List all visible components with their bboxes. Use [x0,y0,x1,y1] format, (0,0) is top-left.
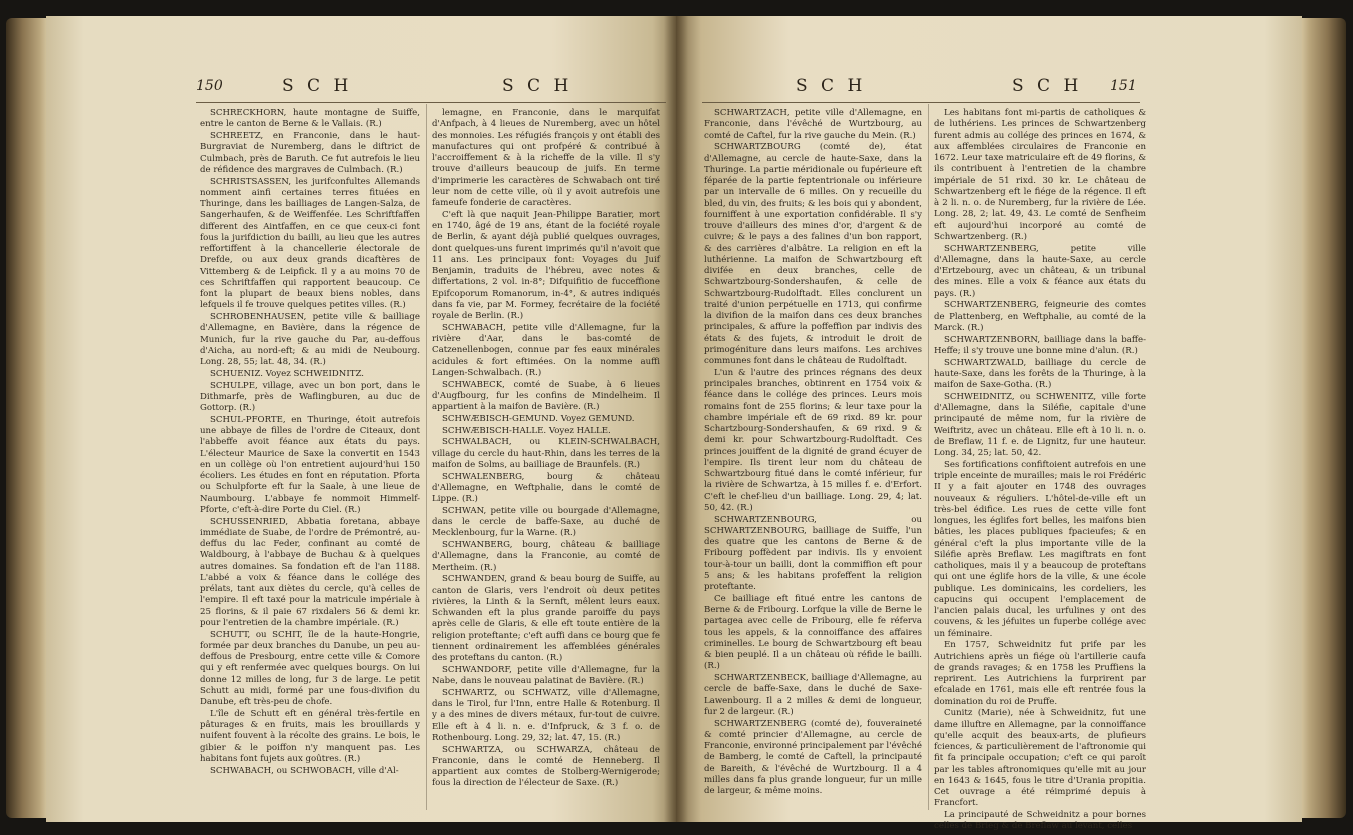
entry-paragraph: SCHWEIDNITZ, ou SCHWENITZ, ville forte d'Allemagne, dans la Siléfie, capitale d'une principauté de même nom, fur la rivière de Weiftritz, avec un château. Elle eft à 10 li. n. o. de Breflaw, 11 f. e. de Lignitz, fur une hauteur. Long. 34, 25; lat. 50, 42. [934,391,1146,458]
header-rule-right [702,102,1140,103]
header-rule-left [196,102,666,103]
entry-paragraph: Cunitz (Marie), née à Schweidnitz, fut une dame illuftre en Allemagne, par la connoiffance qu'elle acquit des beaux-arts, de plufieurs fciences, & particulièrement de l'aftronomie qui fit fa principale occupation; c'eft ce qui paroît par les tables aftronomiques qu'elle mit au jour en 1643 & 1645, fous le titre d'Urania propitia. Cet ouvrage a été réimprimé depuis à Francfort. [934,708,1146,809]
right-column-1 [704,108,922,814]
entry-paragraph: SCHWARTZENBERG, petite ville d'Allemagne, dans la haute-Saxe, au cercle d'Ertzebourg, avec un château, & un tribunal des mines. Elle a voix & féance aux états du pays. (R.) [934,243,1146,299]
entry-paragraph: SCHREETZ, en Franconie, dans le haut-Burgraviat de Nuremberg, dans le diftrict de Culmbach, près de Baruth. Ce fut autrefois le lieu de réfidence des margraves de Culmbach. (R.) [200,131,420,175]
entry-paragraph: SCHWÆBISCH-HALLE. Voyez HALLE. [442,425,611,436]
entry-paragraph: SCHWANBERG, bourg, château & bailliage d'Allemagne, dans la Franconie, au comté de Mertheim. (R.) [432,540,660,573]
right-page-edges [1300,18,1346,818]
entry-paragraph: SCHWARTZA, ou SCHWARZA, château de Franconie, dans le comté de Henneberg. Il appartient aux comtes de Stolberg-Wernigerode; fous la direction de l'électeur de Saxe. (R.) [432,744,660,789]
entry-paragraph: SCHWALBACH, ou KLEIN-SCHWALBACH, village du cercle du haut-Rhin, dans les terres de la maifon de Solms, au bailliage de Braunfels. (R.) [432,437,660,470]
entry-paragraph: L'île de Schutt eft en général très-fertile en pâturages & en fruits, mais les brouillards y nuifent fouvent à la récolte des grains. Le bois, le gibier & le poiffon n'y manquent pas. Les habitans font fujets aux goûtres. (R.) [200,708,420,764]
left-page-edges [6,18,48,818]
entry-paragraph: SCHUENIZ. Voyez SCHWEIDNITZ. [210,368,365,379]
entry-paragraph: SCHRISTSASSEN, les jurifconfultes Allemands nomment ainfi certaines terres fituées en Thuringe, dans les bailliages de Langen-Salza, de Sangerhaufen, & de Weiffenfée. Les Schriftfaffen different des Aintfaffen, en ce que ceux-ci font fous la jurifdiction du bailli, au lieu que les autres reffortiffent à la chancellerie électorale de Drefde, ou aux deux grands dicaftères de Vittemberg & de Leipfick. Il y a au moins 70 de ces Schriftfaffen qui rapportent beaucoup. Ce font la plupart de beaux biens nobles, dans lefquels il fe trouve quelques petites villes. (R.) [200,176,420,311]
entry-paragraph: SCHWARTZACH, petite ville d'Allemagne, en Franconie, dans l'évêché de Wurtzbourg, au comté de Caftel, fur la rive gauche du Mein. (R.) [704,108,922,141]
entry-paragraph: Ce bailliage eft fitué entre les cantons de Berne & de Fribourg. Lorfque la ville de Berne le partagea avec celle de Fribourg, elle fe réferva tous les appels, & la connoiffance des affaires criminelles. Le bourg de Schwartzbourg eft beau & bien peuplé. Il a un château où réfide le bailli. (R.) [704,593,922,672]
running-head-left-2: S C H [502,76,573,96]
entry-paragraph: L'un & l'autre des princes régnans des deux principales branches, obtinrent en 1754 voix & féance dans le collége des princes. Leurs mois romains font de 255 florins; & leur taxe pour la chambre impériale eft de 69 rixd. 89 kr. pour Schartzbourg-Sondershaufen, & 69 rixd. 9 & demi kr. pour Schwartzbourg-Rudolftadt. Ces princes jouiffent de la dignité de grand écuyer de l'empire. Ils tirent leur nom du château de Schwartzbourg fitué dans le comté inférieur, fur la rivière de Schwartza, à 15 milles f. e. d'Erfort. C'eft le chef-lieu d'un bailliage. Long. 29, 4; lat. 50, 42. (R.) [704,367,922,513]
left-column-1 [200,108,420,814]
entry-paragraph: Ses fortifications confiftoient autrefois en une triple enceinte de murailles; mais le roi Frédéric II y a fait ajouter en 1748 des ouvrages nouveaux & réguliers. L'hôtel-de-ville eft un très-bel édifice. Les rues de cette ville font longues, les églifes fort belles, les maifons bien bâties, les places publiques fpacieufes; & en général c'eft la plus importante ville de la Siléfie après Breflaw. Les magiftrats en font catholiques, mais il y a beaucoup de proteftans qui ont une églife hors de la ville, & une école publique. Les dominicains, les cordeliers, les capucins qui occupent l'emplacement de l'ancien palais ducal, les urfulines y ont des couvens, & les jéfuites un fuperbe collége avec un féminaire. [934,459,1146,639]
entry-paragraph: SCHWARTZENBERG, feigneurie des comtes de Plattenberg, en Weftphalie, au comté de la Marck. (R.) [934,300,1146,333]
entry-paragraph: SCHWÆBISCH-GEMUND. Voyez GEMUND. [442,413,635,424]
entry-paragraph: SCHROBENHAUSEN, petite ville & bailliage d'Allemagne, en Bavière, dans la régence de Munich, fur la rive gauche du Par, au-deffous d'Aicha, au nord-eft; & au midi de Neubourg. Long. 28, 55; lat. 48, 34. (R.) [200,312,420,367]
entry-paragraph: SCHWALENBERG, bourg & château d'Allemagne, en Weftphalie, dans le comté de Lippe. (R.) [432,471,660,504]
running-head-right-1: S C H [796,76,867,96]
column-divider-left [426,104,427,810]
book-gutter [664,16,688,822]
column-divider-right [928,104,929,810]
entry-paragraph: SCHWARTZWALD, bailliage du cercle de haute-Saxe, dans les forêts de la Thuringe, à la maifon de Saxe-Gotha. (R.) [934,357,1146,390]
entry-paragraph: La principauté de Schweidnitz a pour bornes celles de Brieg & de Breflaw au levant, celles [934,810,1146,832]
entry-paragraph: SCHWARTZBOURG (comté de), état d'Allemagne, au cercle de haute-Saxe, dans la Thuringe. La partie méridionale ou fupérieure eft féparée de la partie feptentrionale ou inférieure par un intervalle de 6 milles. On y recueille du bled, du vin, des fruits; & les bois qui y abondent, fourniffent à une exportation confidérable. Il s'y trouve d'ailleurs des mines d'or, d'argent & de cuivre; & le pays a des falines d'un bon rapport, & des carrières d'albâtre. La religion en eft la luthérienne. La maifon de Schwartzbourg eft divifée en deux branches, celle de Schwartzbourg-Sondershaufen, & celle de Schwartzbourg-Rudolftadt. Elles conclurent un traité d'union perpétuelle en 1713, qui confirme la divifion de la maifon dans ces deux branches principales, & affure la poffeffion par indivis des états & des fujets, & introduit le droit de primogéniture dans leurs maifons. Les archives communes font dans le château de Rudolftadt. [704,142,922,366]
entry-paragraph: SCHRECKHORN, haute montagne de Suiffe, entre le canton de Berne & le Vallais. (R.) [200,108,420,130]
right-page [676,16,1302,832]
entry-paragraph: SCHWARTZ, ou SCHWATZ, ville d'Allemagne, dans le Tirol, fur l'Inn, entre Halle & Rotenburg. Il y a des mines de divers métaux, fur-tout de cuivre. Elle eft à 4 li. n. e. d'Infpruck, & 3 f. o. de Rothenbourg. Long. 29, 32; lat. 47, 15. (R.) [432,687,660,743]
entry-paragraph: SCHWARTZENBOURG, ou SCHWARTZENBOURG, bailliage de Suiffe, l'un des quatre que les cantons de Berne & de Fribourg poffèdent par indivis. Ils y envoient tour-à-tour un bailli, dont la commiffion eft pour 5 ans; & les habitans profeffent la religion proteftante. [704,514,922,592]
entry-paragraph: SCHWABECK, comté de Suabe, à 6 lieues d'Augfbourg, fur les confins de Mindelheim. Il appartient à la maifon de Bavière. (R.) [432,379,660,412]
entry-paragraph: SCHWANDEN, grand & beau bourg de Suiffe, au canton de Glaris, vers l'endroit où deux petites rivières, la Linth & la Sernft, mêlent leurs eaux. Schwanden eft la plus grande paroiffe du pays après celle de Glaris, & elle eft toute entière de la religion proteftante; c'eft auffi dans ce bourg que fe tiennent ordinairement les affemblées générales des proteftans du canton. (R.) [432,574,660,663]
entry-paragraph: SCHUTT, ou SCHIT, île de la haute-Hongrie, formée par deux branches du Danube, un peu au-deffous de Presbourg, entre cette ville & Comore qui y eft renfermée avec quelques bourgs. On lui donne 12 milles de long, fur 3 de large. Le petit Schutt au midi, formé par une fous-divifion du Danube, eft très-peu de chofe. [200,629,420,707]
left-column-2 [432,108,660,814]
entry-paragraph: SCHUL-PFORTE, en Thuringe, étoit autrefois une abbaye de filles de l'ordre de Citeaux, dont l'abbeffe avoit féance aux états du pays. L'électeur Maurice de Saxe la convertit en 1543 en un collège où l'on entretient aujourd'hui 150 écoliers. Les études en font en réputation. Pforta ou Schulpforte eft fur la Saale, à une lieue de Naumbourg. L'abbaye fe nommoit Himmelf-Pforte, c'eft-à-dire Porte du Ciel. (R.) [200,414,420,515]
entry-paragraph: SCHWABACH, ou SCHWOBACH, ville d'Al- [210,765,399,776]
entry-paragraph: SCHWARTZENBECK, bailliage d'Allemagne, au cercle de baffe-Saxe, dans le duché de Saxe-Lawenbourg. Il a 2 milles & demi de longueur, fur 2 de largeur. (R.) [704,673,922,717]
entry-paragraph: C'eft là que naquit Jean-Philippe Baratier, mort en 1740, âgé de 19 ans, étant de la fociété royale de Berlin, & ayant déjà publié quelques ouvrages, dont quelques-uns furent imprimés qu'il n'avoit que 11 ans. Les principaux font: Voyages du Juif Benjamin, traduits de l'hébreu, avec notes & differtations, 2 vol. in-8°; Difquifitio de fucceffione Epifcoporum Romanorum, in-4°, & autres indiqués dans fa vie, par M. Formey, fecrétaire de la fociété royale de Berlin. (R.) [432,209,660,321]
entry-paragraph: SCHWABACH, petite ville d'Allemagne, fur la rivière d'Aar, dans le bas-comté de Catzenellenbogen, connue par fes eaux minérales acidules & fort eftimées. On la nomme auffi Langen-Schwalbach. (R.) [432,322,660,378]
entry-paragraph: SCHUSSENRIED, Abbatia foretana, abbaye immédiate de Suabe, de l'ordre de Prémontré, au-deffus du lac Feder, confinant au comté de Waldbourg, à l'abbaye de Buchau & à quelques autres domaines. Sa fondation eft de l'an 1188. L'abbé a voix & féance dans le collége des prélats, tant aux diètes du cercle, qu'à celles de l'empire. Il eft taxé pour la matricule impériale à 25 florins, & il paie 67 rixdalers 56 & demi kr. pour l'entretien de la chambre impériale. (R.) [200,516,420,628]
entry-paragraph: Les habitans font mi-partis de catholiques & de luthériens. Les princes de Schwartzenberg furent admis au collége des princes en 1674, & aux affemblées circulaires de Franconie en 1672. Leur taxe matriculaire eft de 49 florins, & ils contribuent à l'entretien de la chambre impériale de 51 rixd. 30 kr. Le château de Schwartzenberg eft le fiége de la régence. Il eft à 2 li. n. o. de Nuremberg, fur la rivière de Lée. Long. 28, 2; lat. 49, 43. Le comté de Senfheim eft aujourd'hui incorporé au comté de Schwartzenberg. (R.) [934,108,1146,242]
entry-paragraph: SCHWAN, petite ville ou bourgade d'Allemagne, dans le cercle de baffe-Saxe, au duché de Mecklenbourg, fur la Warne. (R.) [432,505,660,539]
running-head-left-1: S C H [282,76,353,96]
entry-paragraph: En 1757, Schweidnitz fut prife par les Autrichiens après un fiége où l'artillerie caufa de grands ravages; & en 1758 les Pruffiens la reprirent. Les Autrichiens la furprirent par efcalade en 1761, mais elle eft rentrée fous la domination du roi de Pruffe. [934,640,1146,707]
entry-paragraph: SCHWANDORF, petite ville d'Allemagne, fur la Nabe, dans le nouveau palatinat de Bavière. (R.) [432,664,660,686]
left-page [46,16,678,822]
right-column-2 [934,108,1146,832]
page-number-left: 150 [196,78,223,94]
running-head-right-2: S C H [1012,76,1083,96]
entry-paragraph: SCHWARTZENBERG (comté de), fouveraineté & comté princier d'Allemagne, au cercle de Franconie, environné principalement par l'évêché de Bamberg, le comté de Caftell, la principauté de Bareith, & l'évêché de Wurtzbourg. Il a 4 milles dans fa plus grande longueur, fur un mille de largeur, & même moins. [704,718,922,796]
entry-paragraph: SCHWARTZENBORN, bailliage dans la baffe-Heffe; il s'y trouve une bonne mine d'alun. (R.) [934,334,1146,356]
entry-paragraph: lemagne, en Franconie, dans le marquifat d'Anfpach, à 4 lieues de Nuremberg, avec un hôtel des monnoies. Les réfugiés françois y ont établi des manufactures qui ont profpéré & contribué à l'accroiffement & à la richeffe de la ville. Il s'y trouve d'ailleurs beaucoup de juifs. En terme d'imprimerie les caractères de Schwabach ont tiré leur nom de cette ville, où il y avoit autrefois une fameufe fonderie de caractères. [432,108,660,208]
page-number-right: 151 [1110,78,1137,94]
entry-paragraph: SCHULPE, village, avec un bon port, dans le Dithmarfe, près de Waflingburen, au duc de Gottorp. (R.) [200,380,420,413]
